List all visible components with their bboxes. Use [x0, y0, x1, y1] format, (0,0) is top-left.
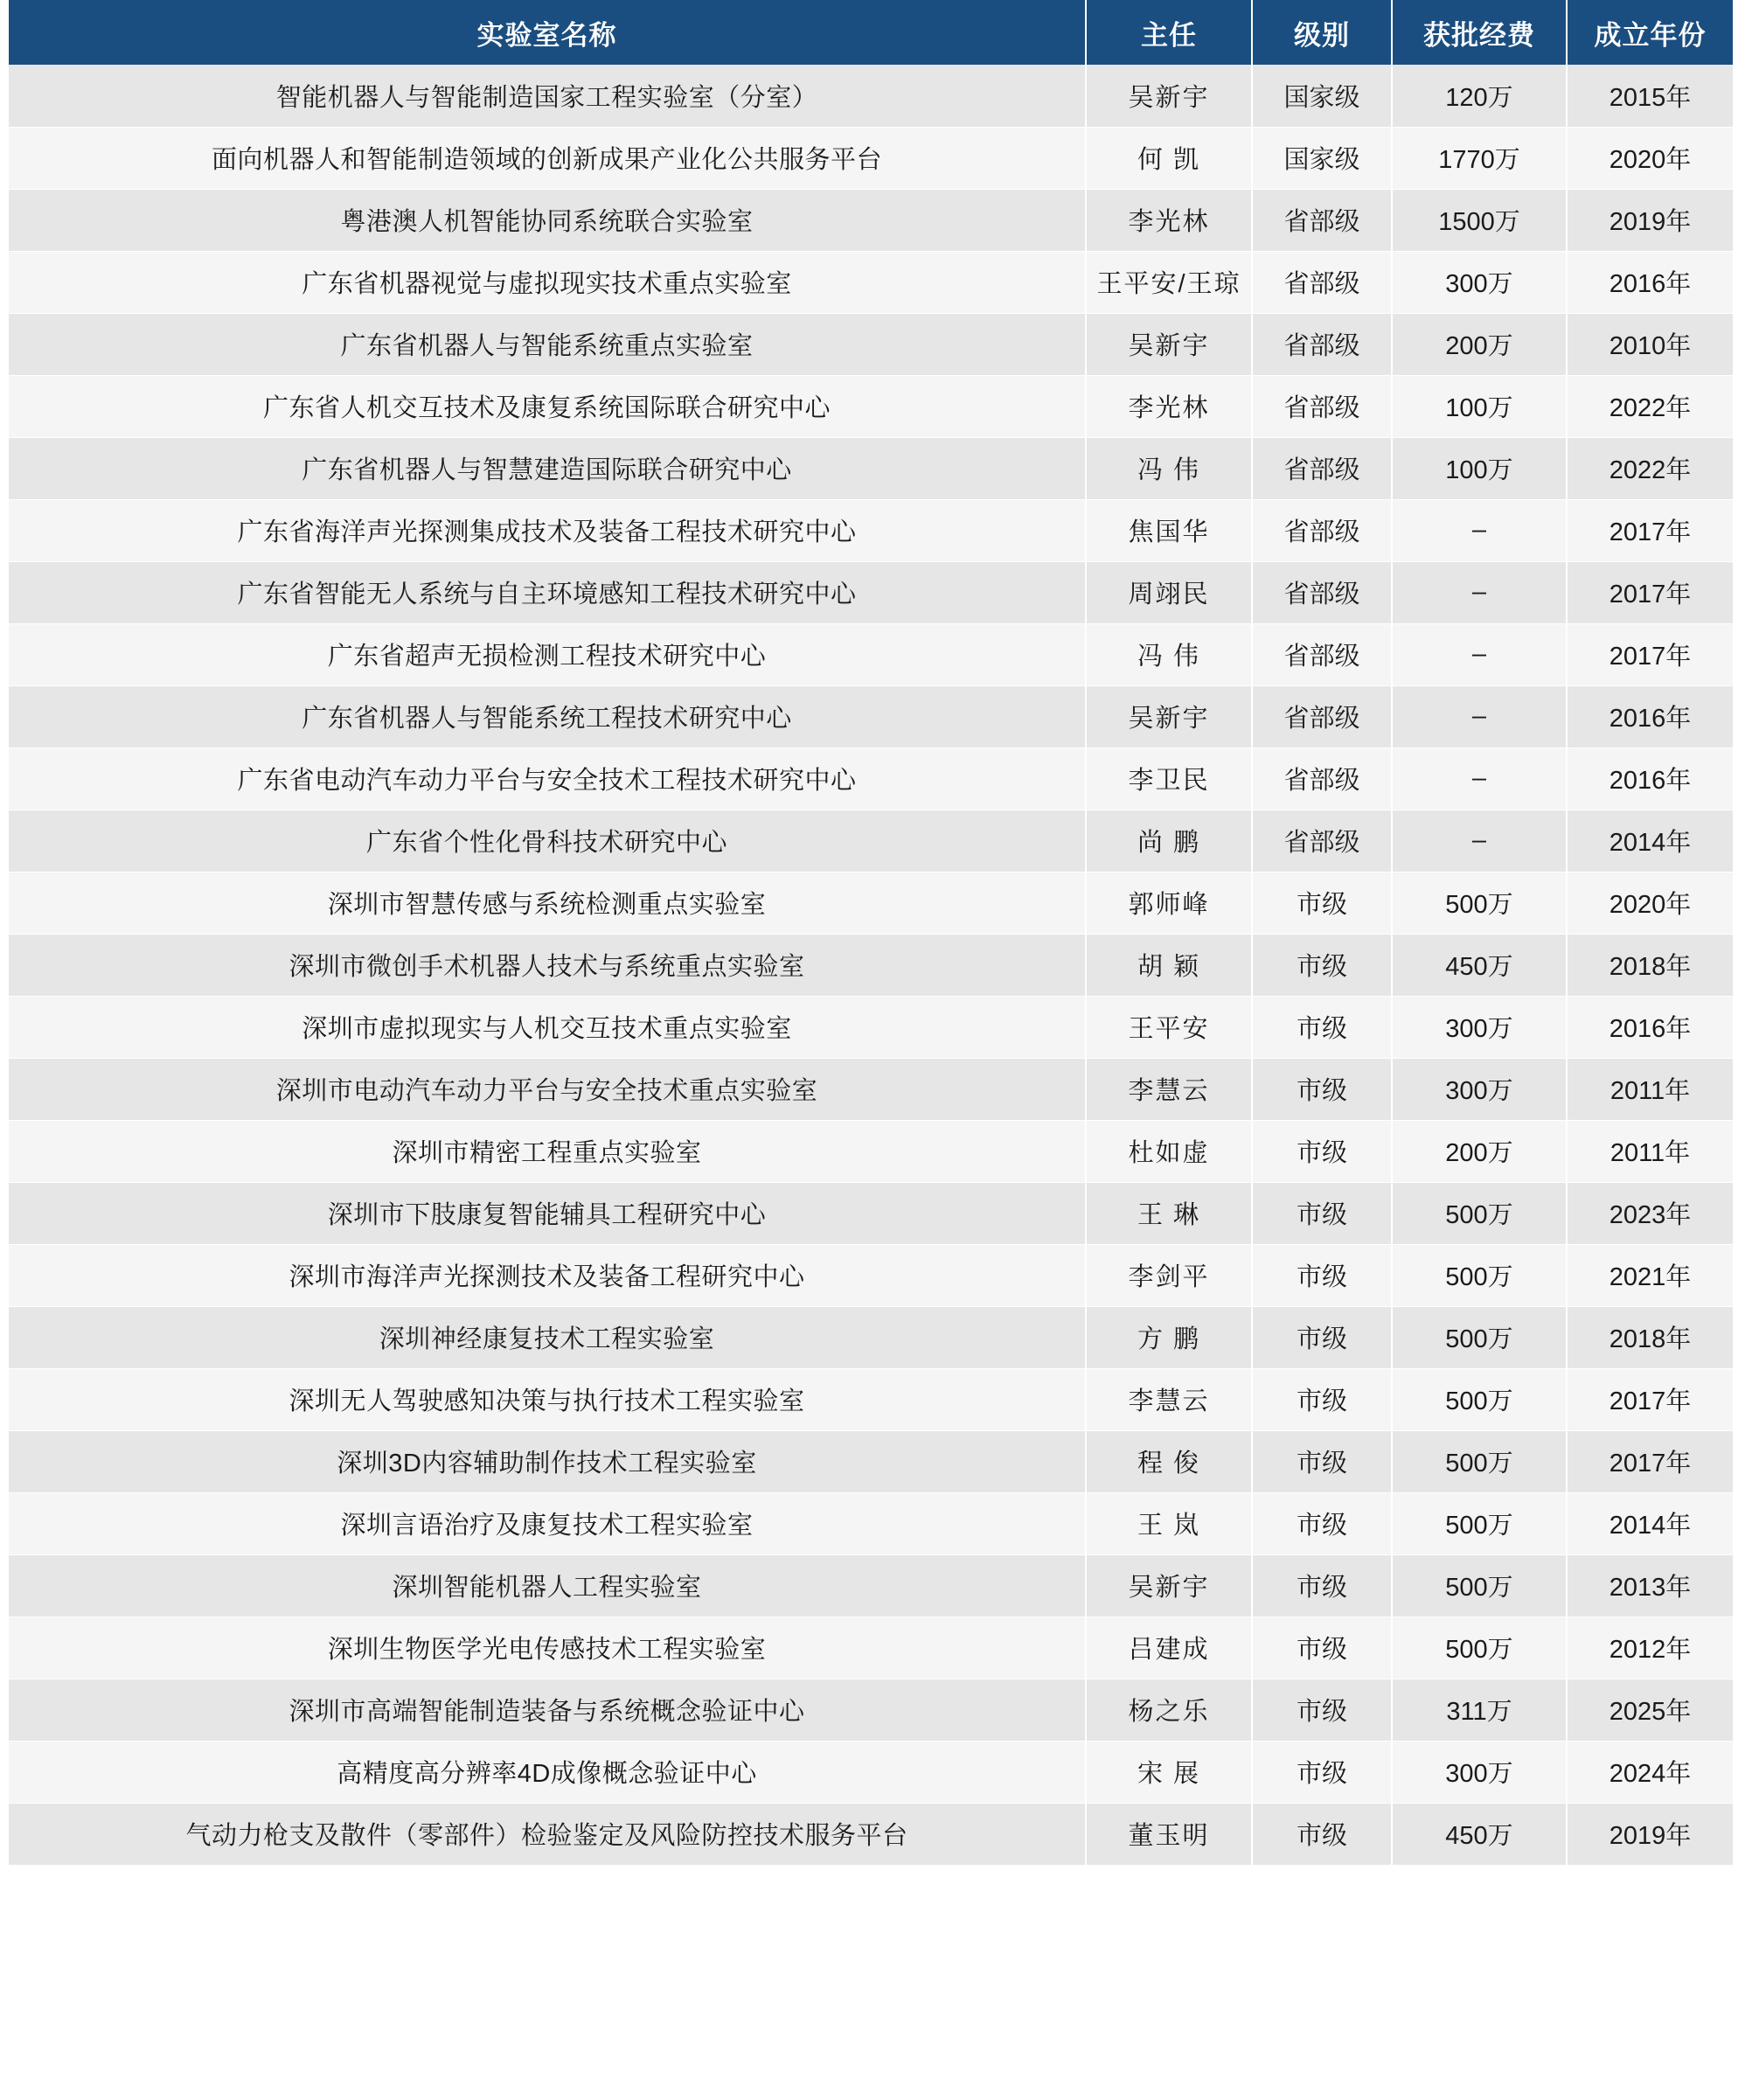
cell-year: 2021年: [1567, 1244, 1733, 1306]
cell-lab-name: 广东省机器视觉与虚拟现实技术重点实验室: [9, 251, 1086, 313]
cell-funding: 500万: [1392, 1306, 1567, 1368]
cell-year: 2011年: [1567, 1058, 1733, 1120]
table-header-row: [9, 0, 1733, 65]
cell-level: 省部级: [1252, 251, 1392, 313]
cell-director: 李光林: [1086, 189, 1252, 251]
cell-year: 2012年: [1567, 1617, 1733, 1679]
cell-director: 董玉明: [1086, 1803, 1252, 1865]
cell-year: 2014年: [1567, 1492, 1733, 1554]
cell-director: 王 岚: [1086, 1492, 1252, 1554]
cell-lab-name: 深圳市智慧传感与系统检测重点实验室: [9, 872, 1086, 934]
cell-level: 省部级: [1252, 623, 1392, 685]
cell-level: 国家级: [1252, 127, 1392, 189]
table-row: [9, 1182, 1733, 1244]
cell-funding: 450万: [1392, 1803, 1567, 1865]
cell-lab-name: 深圳市精密工程重点实验室: [9, 1120, 1086, 1182]
column-header-year: 成立年份: [1567, 0, 1733, 65]
column-header-lab-name: 实验室名称: [9, 0, 1086, 65]
table-row: [9, 1120, 1733, 1182]
cell-year: 2013年: [1567, 1554, 1733, 1617]
cell-lab-name: 深圳市电动汽车动力平台与安全技术重点实验室: [9, 1058, 1086, 1120]
table-row: [9, 127, 1733, 189]
cell-lab-name: 广东省海洋声光探测集成技术及装备工程技术研究中心: [9, 499, 1086, 561]
cell-director: 杜如虚: [1086, 1120, 1252, 1182]
cell-funding: –: [1392, 499, 1567, 561]
table-row: [9, 872, 1733, 934]
cell-funding: 311万: [1392, 1679, 1567, 1741]
cell-year: 2022年: [1567, 375, 1733, 437]
cell-lab-name: 气动力枪支及散件（零部件）检验鉴定及风险防控技术服务平台: [9, 1803, 1086, 1865]
table-row: [9, 1803, 1733, 1865]
table-row: [9, 1058, 1733, 1120]
cell-level: 市级: [1252, 1430, 1392, 1492]
table-row: [9, 623, 1733, 685]
cell-level: 市级: [1252, 1306, 1392, 1368]
cell-level: 省部级: [1252, 685, 1392, 748]
table-row: [9, 810, 1733, 872]
cell-lab-name: 深圳市虚拟现实与人机交互技术重点实验室: [9, 996, 1086, 1058]
cell-funding: 500万: [1392, 1430, 1567, 1492]
cell-lab-name: 广东省机器人与智慧建造国际联合研究中心: [9, 437, 1086, 499]
table-row: [9, 1679, 1733, 1741]
cell-level: 市级: [1252, 1617, 1392, 1679]
cell-funding: 1770万: [1392, 127, 1567, 189]
cell-level: 市级: [1252, 1741, 1392, 1803]
cell-year: 2016年: [1567, 748, 1733, 810]
cell-funding: 200万: [1392, 1120, 1567, 1182]
cell-level: 市级: [1252, 1492, 1392, 1554]
cell-lab-name: 深圳市海洋声光探测技术及装备工程研究中心: [9, 1244, 1086, 1306]
cell-year: 2017年: [1567, 1368, 1733, 1430]
cell-director: 方 鹏: [1086, 1306, 1252, 1368]
cell-year: 2018年: [1567, 934, 1733, 996]
cell-year: 2019年: [1567, 1803, 1733, 1865]
cell-lab-name: 广东省机器人与智能系统重点实验室: [9, 313, 1086, 375]
cell-funding: 500万: [1392, 1617, 1567, 1679]
table-row: [9, 189, 1733, 251]
cell-director: 吴新宇: [1086, 65, 1252, 127]
laboratory-table: [9, 0, 1733, 1866]
cell-lab-name: 深圳言语治疗及康复技术工程实验室: [9, 1492, 1086, 1554]
cell-director: 吕建成: [1086, 1617, 1252, 1679]
cell-year: 2017年: [1567, 1430, 1733, 1492]
cell-funding: 200万: [1392, 313, 1567, 375]
cell-lab-name: 深圳神经康复技术工程实验室: [9, 1306, 1086, 1368]
cell-funding: 450万: [1392, 934, 1567, 996]
table-row: [9, 1244, 1733, 1306]
table-row: [9, 1430, 1733, 1492]
cell-year: 2018年: [1567, 1306, 1733, 1368]
cell-funding: 500万: [1392, 1244, 1567, 1306]
cell-level: 省部级: [1252, 748, 1392, 810]
cell-director: 李光林: [1086, 375, 1252, 437]
cell-director: 王平安/王琼: [1086, 251, 1252, 313]
cell-director: 吴新宇: [1086, 685, 1252, 748]
table-row: [9, 748, 1733, 810]
table-row: [9, 1306, 1733, 1368]
cell-director: 吴新宇: [1086, 313, 1252, 375]
cell-director: 冯 伟: [1086, 623, 1252, 685]
cell-funding: –: [1392, 685, 1567, 748]
cell-lab-name: 深圳市下肢康复智能辅具工程研究中心: [9, 1182, 1086, 1244]
cell-level: 市级: [1252, 1368, 1392, 1430]
cell-level: 市级: [1252, 1803, 1392, 1865]
cell-funding: 500万: [1392, 872, 1567, 934]
cell-level: 市级: [1252, 1244, 1392, 1306]
table-row: [9, 685, 1733, 748]
cell-director: 王 琳: [1086, 1182, 1252, 1244]
cell-funding: 300万: [1392, 251, 1567, 313]
cell-director: 李慧云: [1086, 1368, 1252, 1430]
table-row: [9, 1741, 1733, 1803]
table-row: [9, 251, 1733, 313]
cell-funding: 500万: [1392, 1182, 1567, 1244]
cell-director: 宋 展: [1086, 1741, 1252, 1803]
cell-year: 2016年: [1567, 251, 1733, 313]
cell-director: 程 俊: [1086, 1430, 1252, 1492]
cell-funding: 500万: [1392, 1554, 1567, 1617]
cell-funding: 1500万: [1392, 189, 1567, 251]
table-row: [9, 934, 1733, 996]
table-row: [9, 1492, 1733, 1554]
cell-level: 省部级: [1252, 561, 1392, 623]
cell-level: 省部级: [1252, 313, 1392, 375]
cell-director: 杨之乐: [1086, 1679, 1252, 1741]
cell-year: 2017年: [1567, 623, 1733, 685]
cell-year: 2014年: [1567, 810, 1733, 872]
cell-year: 2016年: [1567, 996, 1733, 1058]
cell-level: 市级: [1252, 1554, 1392, 1617]
cell-lab-name: 智能机器人与智能制造国家工程实验室（分室）: [9, 65, 1086, 127]
table-row: [9, 1617, 1733, 1679]
cell-lab-name: 粤港澳人机智能协同系统联合实验室: [9, 189, 1086, 251]
cell-year: 2017年: [1567, 499, 1733, 561]
cell-lab-name: 深圳智能机器人工程实验室: [9, 1554, 1086, 1617]
cell-funding: –: [1392, 561, 1567, 623]
cell-lab-name: 广东省电动汽车动力平台与安全技术工程技术研究中心: [9, 748, 1086, 810]
cell-level: 省部级: [1252, 189, 1392, 251]
cell-director: 何 凯: [1086, 127, 1252, 189]
cell-year: 2025年: [1567, 1679, 1733, 1741]
cell-lab-name: 面向机器人和智能制造领域的创新成果产业化公共服务平台: [9, 127, 1086, 189]
cell-funding: 300万: [1392, 996, 1567, 1058]
cell-funding: 100万: [1392, 375, 1567, 437]
cell-level: 市级: [1252, 934, 1392, 996]
cell-funding: –: [1392, 748, 1567, 810]
column-header-level: 级别: [1252, 0, 1392, 65]
cell-level: 国家级: [1252, 65, 1392, 127]
cell-level: 省部级: [1252, 375, 1392, 437]
cell-funding: 500万: [1392, 1492, 1567, 1554]
cell-year: 2015年: [1567, 65, 1733, 127]
cell-lab-name: 广东省智能无人系统与自主环境感知工程技术研究中心: [9, 561, 1086, 623]
cell-funding: –: [1392, 810, 1567, 872]
cell-year: 2016年: [1567, 685, 1733, 748]
cell-level: 省部级: [1252, 810, 1392, 872]
cell-year: 2019年: [1567, 189, 1733, 251]
cell-level: 市级: [1252, 1120, 1392, 1182]
cell-lab-name: 高精度高分辨率4D成像概念验证中心: [9, 1741, 1086, 1803]
cell-lab-name: 广东省超声无损检测工程技术研究中心: [9, 623, 1086, 685]
cell-year: 2010年: [1567, 313, 1733, 375]
table-row: [9, 561, 1733, 623]
cell-funding: 120万: [1392, 65, 1567, 127]
cell-year: 2020年: [1567, 127, 1733, 189]
cell-director: 冯 伟: [1086, 437, 1252, 499]
cell-year: 2022年: [1567, 437, 1733, 499]
cell-level: 市级: [1252, 872, 1392, 934]
cell-year: 2024年: [1567, 1741, 1733, 1803]
cell-lab-name: 深圳无人驾驶感知决策与执行技术工程实验室: [9, 1368, 1086, 1430]
cell-director: 李慧云: [1086, 1058, 1252, 1120]
table-row: [9, 375, 1733, 437]
cell-level: 市级: [1252, 1058, 1392, 1120]
table-row: [9, 65, 1733, 127]
cell-director: 周翊民: [1086, 561, 1252, 623]
table-header: [9, 0, 1733, 65]
cell-lab-name: 深圳3D内容辅助制作技术工程实验室: [9, 1430, 1086, 1492]
cell-year: 2011年: [1567, 1120, 1733, 1182]
column-header-director: 主任: [1086, 0, 1252, 65]
table-row: [9, 1554, 1733, 1617]
cell-director: 李卫民: [1086, 748, 1252, 810]
cell-level: 市级: [1252, 996, 1392, 1058]
table-row: [9, 313, 1733, 375]
cell-funding: –: [1392, 623, 1567, 685]
table-row: [9, 1368, 1733, 1430]
cell-director: 吴新宇: [1086, 1554, 1252, 1617]
cell-director: 焦国华: [1086, 499, 1252, 561]
column-header-funding: 获批经费: [1392, 0, 1567, 65]
table-row: [9, 437, 1733, 499]
table-body: [9, 65, 1733, 1865]
cell-lab-name: 深圳市微创手术机器人技术与系统重点实验室: [9, 934, 1086, 996]
cell-director: 胡 颖: [1086, 934, 1252, 996]
cell-level: 省部级: [1252, 499, 1392, 561]
cell-funding: 300万: [1392, 1741, 1567, 1803]
cell-director: 尚 鹏: [1086, 810, 1252, 872]
cell-director: 李剑平: [1086, 1244, 1252, 1306]
table-row: [9, 499, 1733, 561]
table-row: [9, 996, 1733, 1058]
cell-funding: 300万: [1392, 1058, 1567, 1120]
cell-year: 2017年: [1567, 561, 1733, 623]
cell-level: 市级: [1252, 1182, 1392, 1244]
cell-level: 省部级: [1252, 437, 1392, 499]
cell-director: 郭师峰: [1086, 872, 1252, 934]
cell-funding: 500万: [1392, 1368, 1567, 1430]
cell-year: 2020年: [1567, 872, 1733, 934]
cell-lab-name: 广东省机器人与智能系统工程技术研究中心: [9, 685, 1086, 748]
cell-year: 2023年: [1567, 1182, 1733, 1244]
cell-funding: 100万: [1392, 437, 1567, 499]
cell-lab-name: 广东省人机交互技术及康复系统国际联合研究中心: [9, 375, 1086, 437]
cell-level: 市级: [1252, 1679, 1392, 1741]
cell-lab-name: 广东省个性化骨科技术研究中心: [9, 810, 1086, 872]
cell-director: 王平安: [1086, 996, 1252, 1058]
cell-lab-name: 深圳市高端智能制造装备与系统概念验证中心: [9, 1679, 1086, 1741]
cell-lab-name: 深圳生物医学光电传感技术工程实验室: [9, 1617, 1086, 1679]
